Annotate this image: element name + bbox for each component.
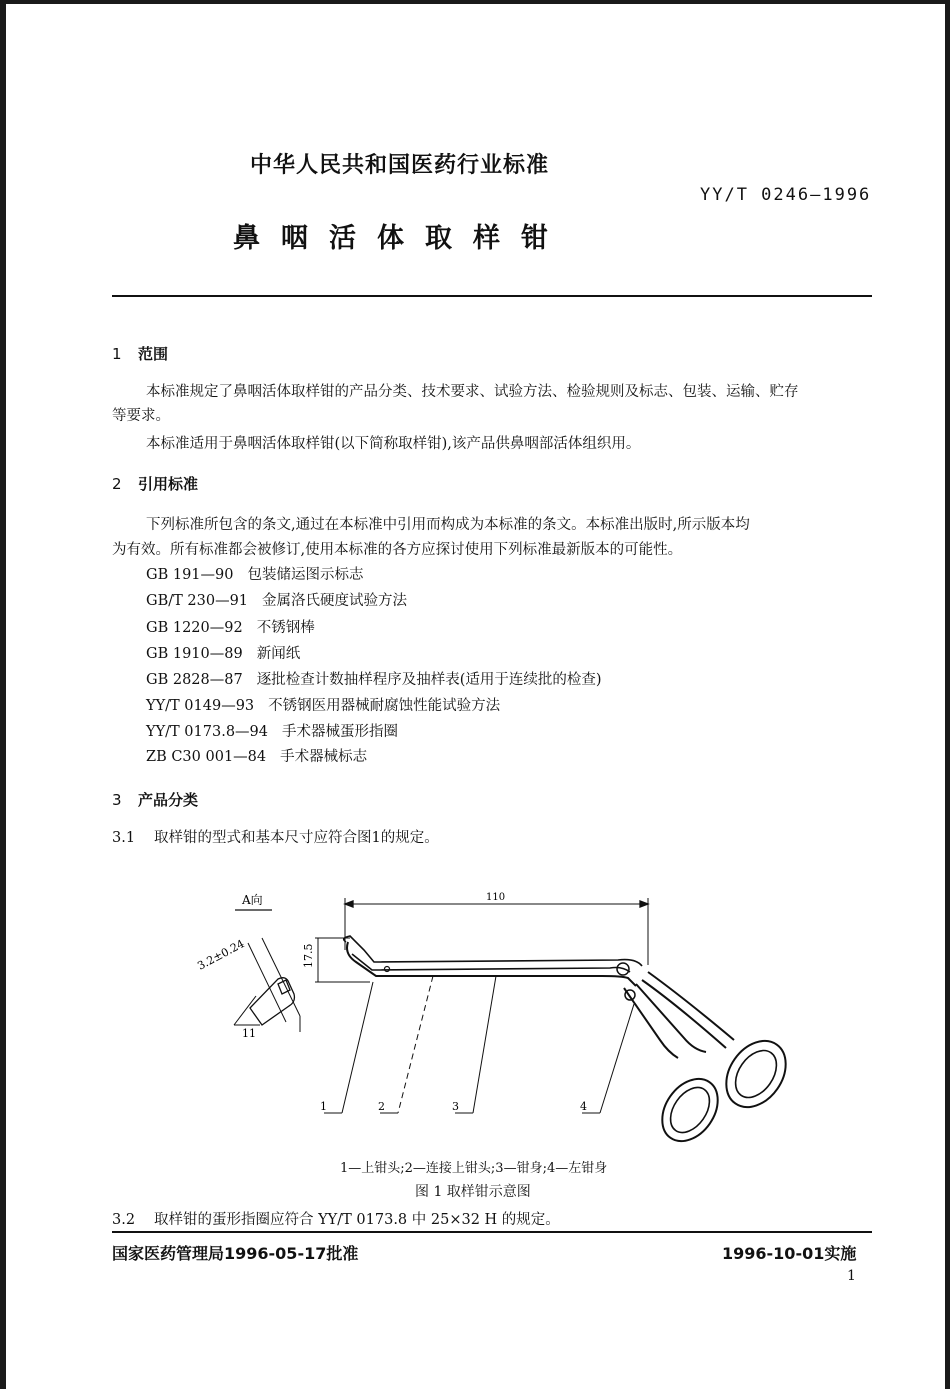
- scan-edge-right: [945, 0, 950, 1389]
- reference-item: GB 1220—92 不锈钢棒: [146, 620, 315, 636]
- publisher-title: 中华人民共和国医药行业标准: [250, 153, 550, 178]
- jaw-top-edge: [344, 936, 642, 966]
- finger-ring-left-outer: [651, 1068, 729, 1151]
- upper-jaw-inner-edge: [352, 954, 630, 972]
- length-dimension-label: 110: [486, 892, 506, 903]
- page-number: 1: [847, 1268, 856, 1284]
- length-arrow-left: [345, 901, 353, 907]
- upper-jaw-edge: [347, 942, 636, 986]
- callout-2-label: 2: [378, 1100, 385, 1113]
- tip-angle-leader: [234, 996, 256, 1025]
- standard-number: YY/T 0246—1996: [700, 185, 872, 205]
- reference-item: YY/T 0149—93 不锈钢医用器械耐腐蚀性能试验方法: [146, 698, 501, 714]
- finger-ring-right-inner: [727, 1043, 785, 1105]
- approval-date: 国家医药管理局1996-05-17批准: [112, 1244, 359, 1263]
- effective-date: 1996-10-01实施: [722, 1244, 857, 1263]
- callout-1-label: 1: [320, 1100, 327, 1113]
- finger-ring-left-inner: [663, 1080, 718, 1139]
- section-3-heading: 3 产品分类: [112, 791, 199, 809]
- section-2-para-line-2: 为有效。所有标准都会被修订,使用本标准的各方应探讨使用下列标准最新版本的可能性。: [112, 542, 683, 558]
- jaw-rivet: [385, 967, 390, 972]
- scan-edge-top: [0, 0, 950, 4]
- reference-item: ZB C30 001—84 手术器械标志: [146, 749, 368, 765]
- figure-legend: 1—上钳头;2—连接上钳头;3—钳身;4—左钳身: [340, 1161, 608, 1176]
- header-rule: [112, 295, 872, 297]
- figure-caption: 图 1 取样钳示意图: [415, 1184, 531, 1200]
- reference-item: GB 191—90 包装储运图示标志: [146, 567, 364, 583]
- reference-item: GB/T 230—91 金属洛氏硬度试验方法: [146, 593, 408, 609]
- reference-item: YY/T 0173.8—94 手术器械蛋形指圈: [146, 724, 398, 740]
- callout-4-leader: [600, 1004, 634, 1113]
- footer-rule: [112, 1231, 872, 1233]
- section-1-para-1-line-2: 等要求。: [112, 408, 170, 424]
- section-3-1: [112, 826, 439, 850]
- tip-dimension-label: 11: [242, 1027, 256, 1040]
- callout-3-leader: [473, 976, 496, 1113]
- section-1-para-2: 本标准适用于鼻咽活体取样钳(以下简称取样钳),该产品供鼻咽部活体组织用。: [146, 436, 641, 452]
- callout-4-label: 4: [580, 1100, 587, 1113]
- handle-arm-right-outer: [648, 972, 734, 1040]
- section-1-para-1-line-1: 本标准规定了鼻咽活体取样钳的产品分类、技术要求、试验方法、检验规则及标志、包装、运输、贮存: [146, 384, 799, 400]
- section-3-1-text: 取样钳的型式和基本尺寸应符合图1的规定。: [154, 830, 439, 846]
- scan-edge-left: [0, 0, 6, 1389]
- length-arrow-right: [640, 901, 648, 907]
- section-3-2-number: 3.2: [112, 1212, 136, 1228]
- reference-item: GB 1910—89 新闻纸: [146, 646, 301, 662]
- forceps-figure: [190, 880, 810, 1155]
- section-2-heading: 2 引用标准: [112, 475, 199, 493]
- section-2-para-line-1: 下列标准所包含的条文,通过在本标准中引用而构成为本标准的条文。本标准出版时,所示版本均: [146, 517, 750, 533]
- finger-ring-right-outer: [714, 1030, 798, 1119]
- handle-arm-upper: [636, 984, 706, 1052]
- section-3-2: [112, 1208, 560, 1232]
- reference-item: GB 2828—87 逐批检查计数抽样程序及抽样表(适用于连续批的检查): [146, 672, 602, 688]
- view-label: A向: [242, 893, 263, 907]
- callout-3-label: 3: [452, 1100, 459, 1113]
- height-dimension-label: 17.5: [302, 943, 315, 968]
- width-dimension-label: 3.2±0.24: [195, 937, 247, 973]
- document-title: 鼻咽活体取样钳: [233, 223, 569, 254]
- section-3-1-number: 3.1: [112, 830, 136, 846]
- callout-2-leader: [398, 976, 433, 1113]
- width-dim-line-2: [262, 938, 300, 1016]
- section-3-2-text: 取样钳的蛋形指圈应符合 YY/T 0173.8 中 25×32 H 的规定。: [154, 1212, 560, 1228]
- callout-1-leader: [342, 982, 373, 1113]
- section-1-heading: 1 范围: [112, 345, 169, 363]
